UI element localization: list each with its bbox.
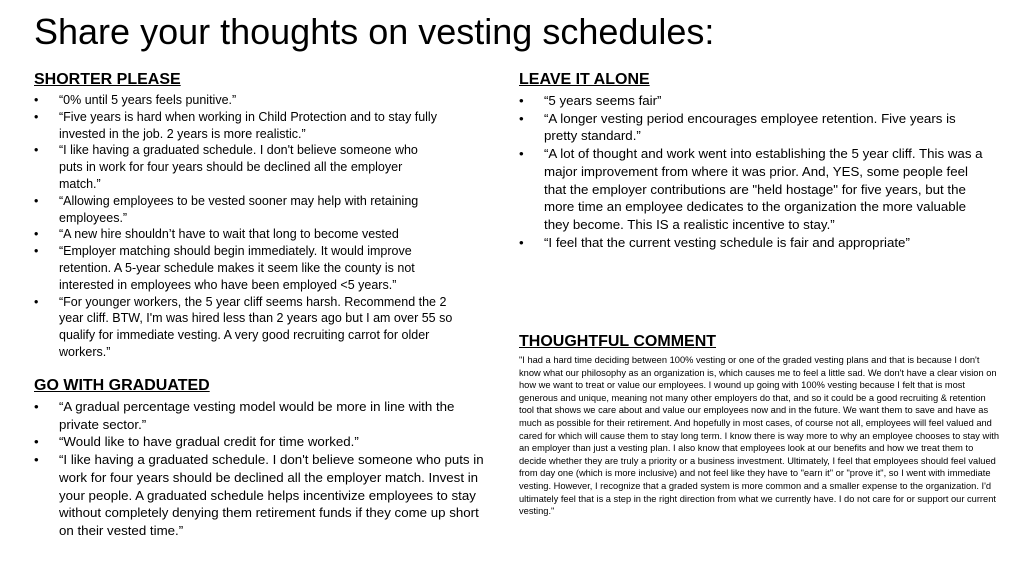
section-heading: LEAVE IT ALONE: [519, 71, 650, 88]
bullet-item: • “0% until 5 years feels punitive.”: [34, 92, 454, 109]
bullet-item: • “5 years seems fair”: [519, 92, 984, 110]
bullet-list: [519, 92, 984, 251]
bullet-item: • “A lot of thought and work went into establishing the 5 year cliff. This was a major improvement from where it was prior. And, YES, some people feel that the employer contributions are "held hostage" for five years, but the more time an employee dedicates to the organization the more valuable they become. This IS a realistic incentive to stay.”: [519, 145, 984, 234]
bullet-item: • “For younger workers, the 5 year cliff seems harsh. Recommend the 2 year cliff. BTW, I'm was hired less than 2 years ago but I am over 55 so qualify for immediate vesting. A very good recruiting carrot for older workers.”: [34, 294, 454, 361]
bullet-item: • “A gradual percentage vesting model would be more in line with the private sector.”: [34, 398, 492, 433]
bullet-item: • “Allowing employees to be vested sooner may help with retaining employees.”: [34, 193, 454, 227]
bullet-item: • “Employer matching should begin immediately. It would improve retention. A 5-year schedule makes it seem like the county is not interested in employees who have been employed <5 years.”: [34, 243, 454, 293]
bullet-list: [34, 92, 454, 361]
section-heading: GO WITH GRADUATED: [34, 377, 210, 394]
section-shorter-please: [34, 70, 454, 361]
section-leave-it-alone: [519, 70, 984, 251]
slide-title: Share your thoughts on vesting schedules:: [34, 11, 715, 52]
section-thoughtful-comment: [519, 332, 1003, 518]
bullet-item: • “I like having a graduated schedule. I don't believe someone who puts in work for four years should be declined all the employer match.”: [34, 142, 454, 192]
bullet-item: • “Five years is hard when working in Child Protection and to stay fully invested in the job. 2 years is more realistic.”: [34, 109, 454, 143]
bullet-item: • “Would like to have gradual credit for time worked.”: [34, 433, 492, 451]
bullet-item: • “I like having a graduated schedule. I don't believe someone who puts in work for four years should be declined all the employer match. Invest in your people. A graduated schedule helps incentivize employees to stay without completely denying them retirement funds if they come up short on their vested time.”: [34, 451, 492, 540]
section-go-with-graduated: [34, 376, 492, 540]
bullet-item: • “A new hire shouldn’t have to wait that long to become vested: [34, 226, 454, 243]
bullet-item: • “I feel that the current vesting schedule is fair and appropriate”: [519, 234, 984, 252]
bullet-list: [34, 398, 492, 540]
section-heading: SHORTER PLEASE: [34, 71, 181, 88]
section-heading: THOUGHTFUL COMMENT: [519, 333, 717, 350]
comment-text: "I had a hard time deciding between 100% vesting or one of the graded vesting plans and that is because I don't know what our philosophy as an organization is, which causes me to feel a little sad. We don't have a clear vision on how we want to treat or value our employees. I wound up going with 100% vesting because I felt that is most generous and unique, meaning not many other employers do that, and so it could be a good recruiting & retention tool that shows we care about and value our employees now and in the future. We want them to save and have as much as possible for their retirement. And hopefully in most cases, of course not all, employees will feel valued and cared for which will cause them to stay long term. I know there is way more to why an employee chooses to stay with an employer than just a vesting plan. I also know that employees look at our benefits and how we treat them to decide whether they are truly a priority or a business investment. Ultimately, I feel that employees should feel valued from day one (which is more inclusive) and not feel like they have to "earn it" or "prove it", so I went with immediate vesting. However, I recognize that a graded system is more common and a smaller expense to the organization. I'd ultimately feel that is a step in the right direction from what we currently have. I do not care for or support our current vesting.": [519, 355, 1000, 517]
bullet-item: • “A longer vesting period encourages employee retention. Five years is pretty standard.”: [519, 110, 984, 145]
